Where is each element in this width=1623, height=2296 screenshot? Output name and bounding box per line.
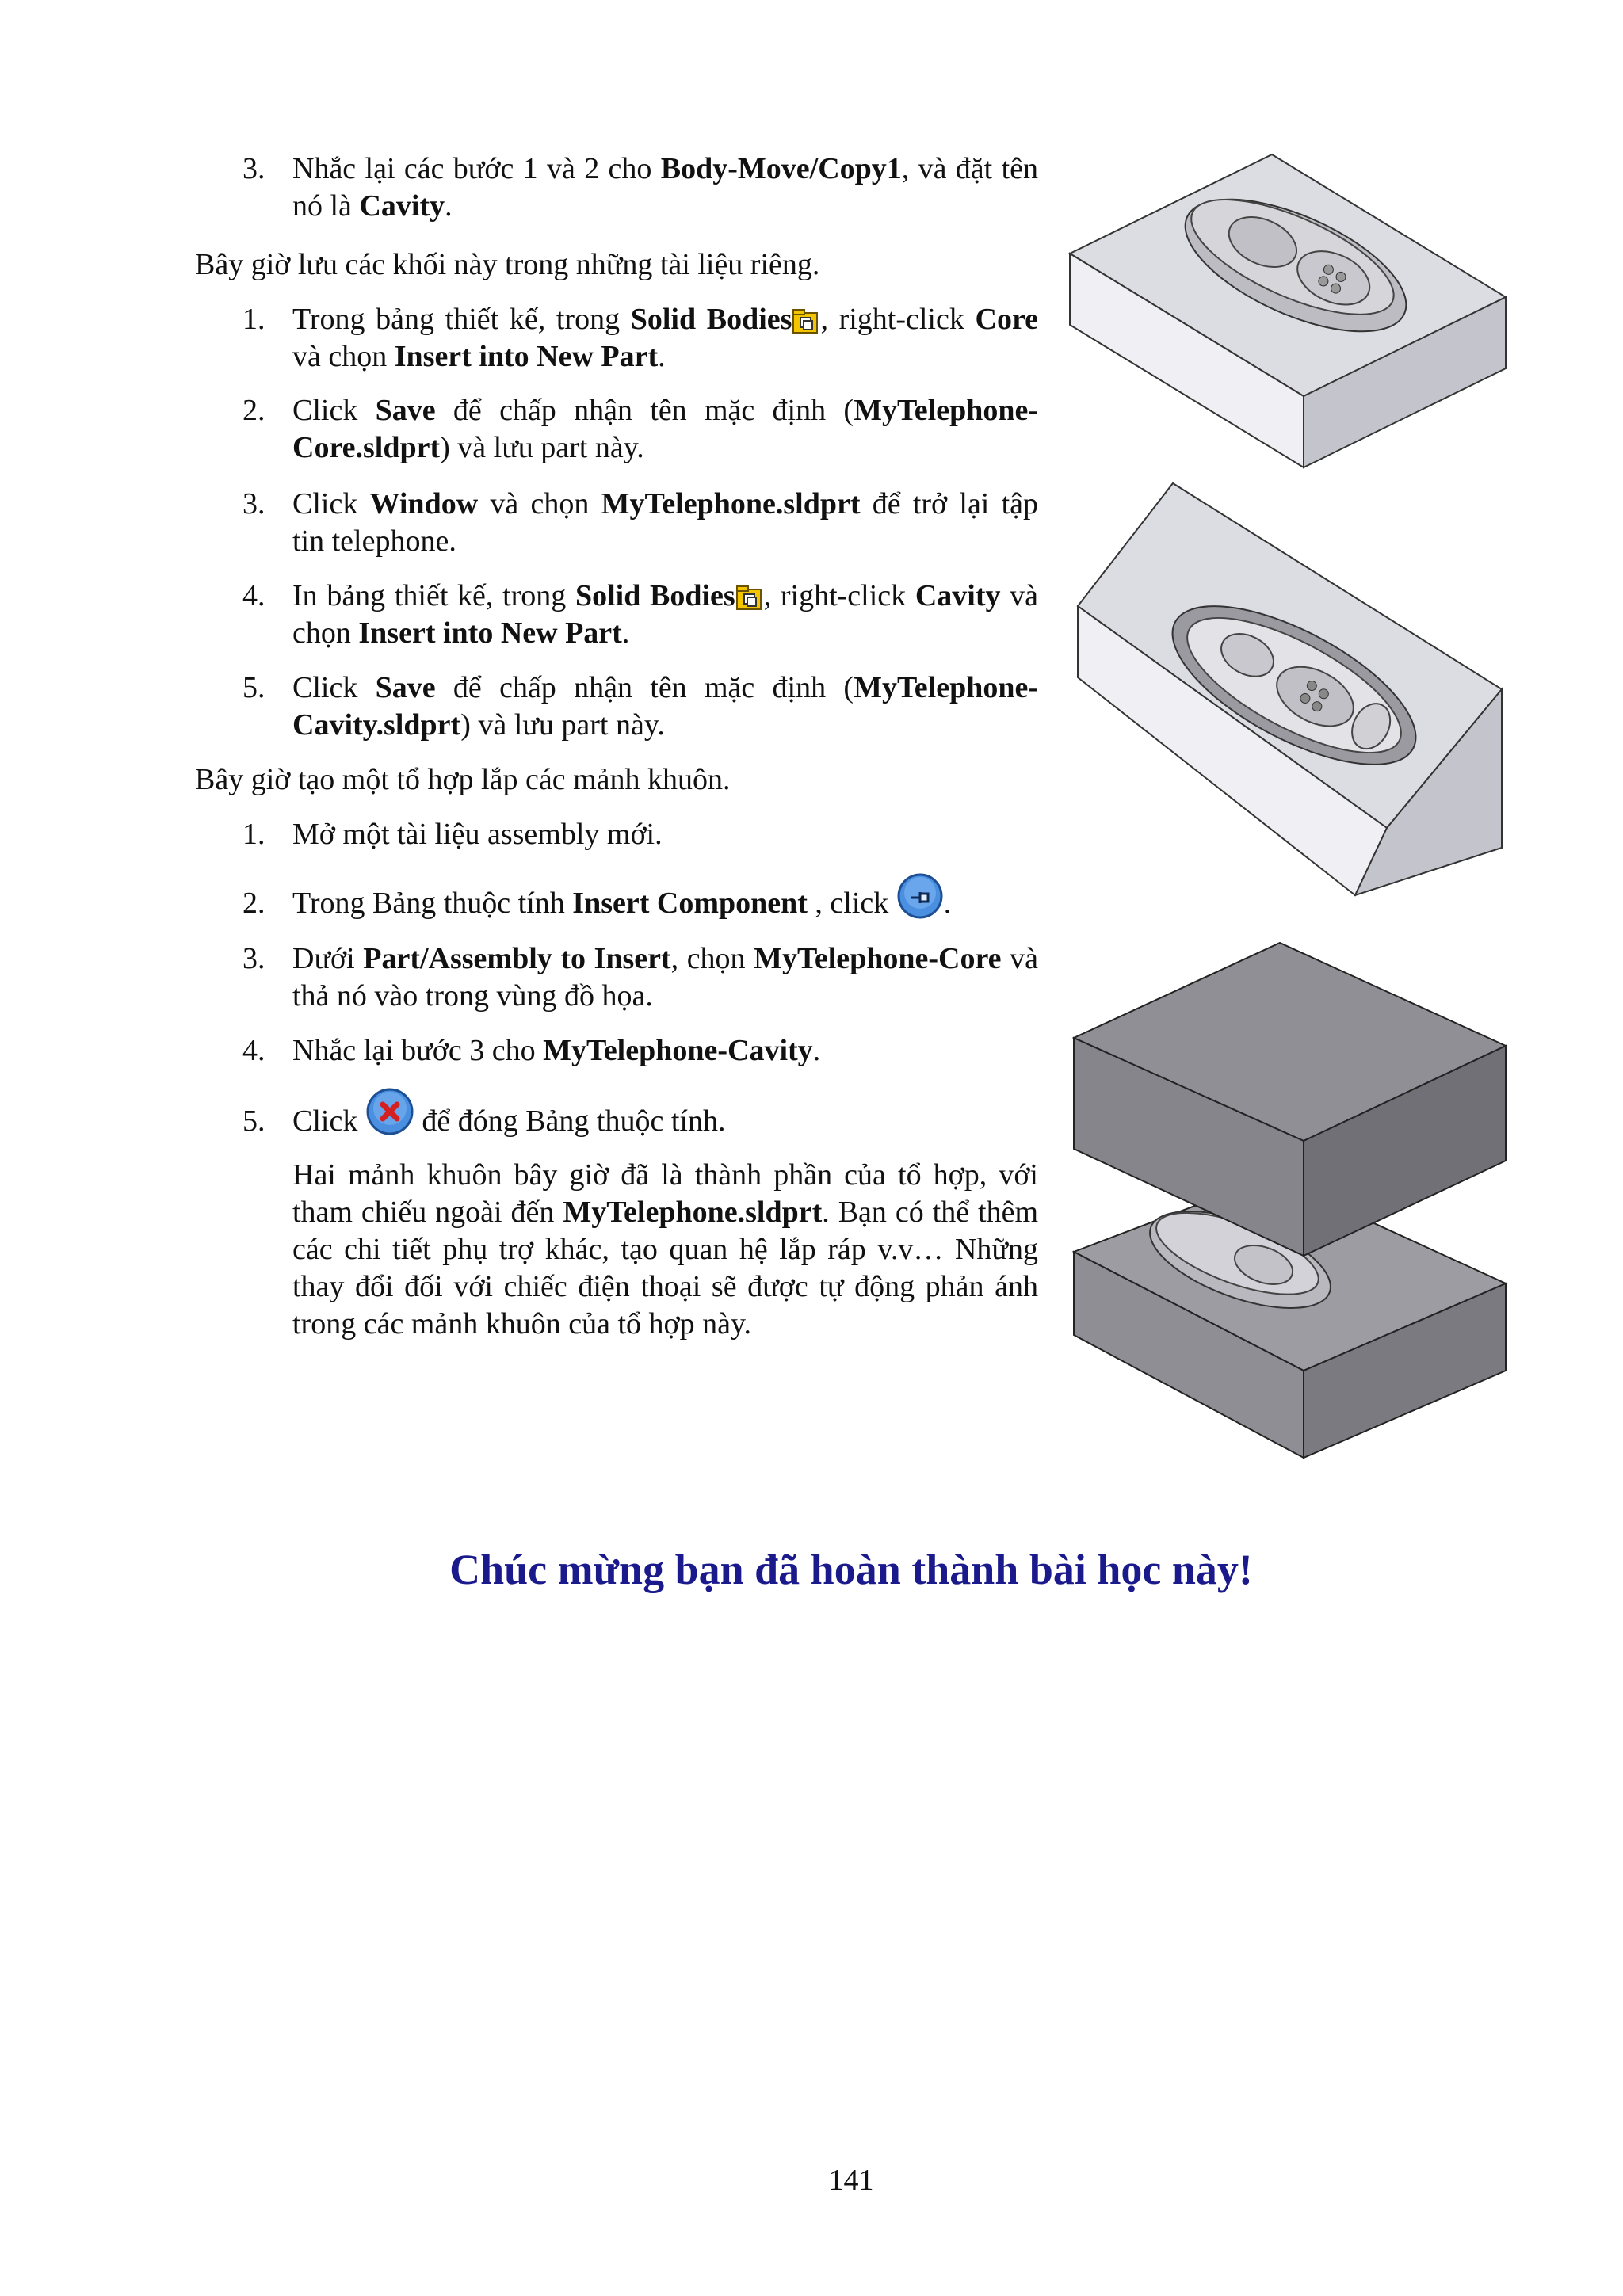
- list-item: 2. Trong Bảng thuộc tính Insert Component , click .: [242, 885, 1038, 922]
- congratulations-heading: Chúc mừng bạn đã hoàn thành bài học này!: [449, 1546, 1253, 1593]
- assembly-figure: [1066, 939, 1510, 1466]
- list-item: 1. Mở một tài liệu assembly mới.: [242, 818, 663, 851]
- list-item: 1. Trong bảng thiết kế, trong Solid Bodies , right-click Core và chọn Insert into New Part.: [242, 303, 1038, 373]
- list-item: 5. Click để đóng Bảng thuộc tính.: [242, 1103, 1038, 1140]
- cavity-block-figure: [1074, 479, 1506, 899]
- folder-icon: [735, 585, 764, 612]
- list-item: 2. Click Save để chấp nhận tên mặc định (MyTelephone-Core.sldprt) và lưu part này.: [242, 394, 1039, 464]
- list-item: 3. Nhắc lại các bước 1 và 2 cho Body-Move/Copy1, và đặt tên nó là Cavity.: [242, 152, 1038, 223]
- list-item: 3. Dưới Part/Assembly to Insert, chọn MyTelephone-Core và thả nó vào trong vùng đồ họa.: [242, 942, 1038, 1013]
- intro-save-paragraph: Bây giờ lưu các khối này trong những tài liệu riêng.: [195, 248, 820, 281]
- pushpin-icon: [896, 872, 944, 920]
- list-item: 5. Click Save để chấp nhận tên mặc định (MyTelephone-Cavity.sldprt) và lưu part này.: [242, 671, 1039, 742]
- close-icon: [365, 1087, 414, 1136]
- page-number: 141: [828, 2164, 874, 2197]
- list-item: 4. Nhắc lại bước 3 cho MyTelephone-Cavity.: [242, 1034, 821, 1067]
- list-item: 4. In bảng thiết kế, trong Solid Bodies , right-click Cavity và chọn Insert into New Part.: [242, 579, 1039, 650]
- list-item: 3. Click Window và chọn MyTelephone.sldprt để trở lại tập tin telephone.: [242, 487, 1039, 558]
- closing-paragraph: Hai mảnh khuôn bây giờ đã là thành phần của tổ hợp, với tham chiếu ngoài đến MyTelephone.sldprt. Bạn có thể thêm các chi tiết phụ trợ khác, tạo quan hệ lắp ráp v.v… Những thay đổi đối với chiếc điện thoại sẽ được tự động phản ánh trong các mảnh khuôn của tổ hợp này.: [292, 1158, 1038, 1341]
- core-block-figure: [1066, 151, 1510, 475]
- folder-icon: [792, 308, 820, 335]
- intro-assembly-paragraph: Bây giờ tạo một tổ hợp lắp các mảnh khuôn.: [195, 763, 731, 796]
